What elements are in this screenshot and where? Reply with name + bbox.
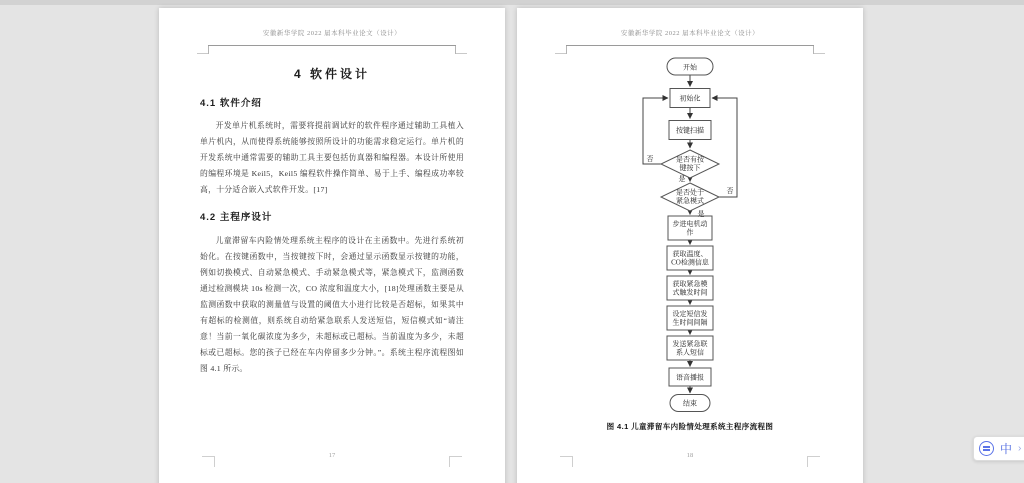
section-heading-4-2: 4.2 主程序设计 (200, 212, 273, 223)
translator-icon[interactable] (979, 441, 994, 456)
label-p3-line2: 式触发时间 (672, 288, 708, 297)
source-language-label[interactable]: 中 (1000, 442, 1013, 456)
page-number: 17 (328, 452, 336, 459)
document-page-17 (159, 8, 505, 483)
label-p4-line2: 生时间间隔 (672, 318, 708, 327)
branch-label-yes-2: 是 (697, 210, 705, 218)
running-header: 安徽新华学院 2022 届本科毕业论文（设计） (620, 30, 760, 37)
label-p2-line2: CO检测信息 (671, 258, 709, 267)
document-page-18 (517, 8, 863, 483)
header-rule (208, 45, 456, 53)
label-p5-line1: 发送紧急联 (672, 340, 708, 348)
label-d2-line1: 是否处于 (676, 188, 704, 197)
label-p2-line1: 获取温度、 (672, 250, 708, 258)
label-d1-line2: 键按下 (679, 164, 701, 172)
label-key-scan: 按键扫描 (676, 126, 704, 135)
label-p1-line2: 作 (686, 228, 694, 237)
main-program-flowchart (540, 50, 840, 418)
page-number: 18 (686, 452, 694, 459)
label-init: 初始化 (679, 94, 701, 103)
arrow-icon: › (1018, 443, 1022, 454)
section-heading-4-1: 4.1 软件介绍 (200, 98, 262, 109)
figure-caption: 图 4.1 儿童滞留车内险情处理系统主程序流程图 (606, 422, 774, 431)
no-loop-right (712, 98, 737, 197)
margin-mark-top-left (197, 53, 208, 54)
section-4-2-paragraph: 儿童滞留车内险情处理系统主程序的设计在主函数中。先进行系统初始化。在按键函数中，当按键按下时，会通过显示函数显示按键的功能，例如切换模式、自动紧急模式、手动紧急模式等，紧急模式下，监测函数通过检测模块 10s 检测一次，CO 浓度和温度大小，[18]处理函数主要是从监测函数中获取的测量值与设置的阈值大小进行比较是否超标，如果其中有超标的检测值，则系统自动给紧急联系人发送短信，短信模式如“请注意！当前一氧化碳浓度为多少，未超标或已超标。当前温度为多少，未超标或已超标。您的孩子已经在车内停留多少分钟。”。系统主程序流程图如图 4.1 所示。 (200, 236, 464, 373)
translate-widget[interactable] (973, 436, 1024, 461)
label-p5-line2: 系人短信 (676, 348, 704, 357)
label-end: 结束 (683, 399, 697, 408)
section-4-1-paragraph: 开发单片机系统时，需要将提前调试好的软件程序通过辅助工具植入单片机内，从而使得系统能够按照所设计的功能需求稳定运行。单片机的开发系统中通常需要的辅助工具主要包括仿真器和编程器。本设计所使用的编程环境是 Keil5，Keil5 编程软件操作简单、易于上手、编程成功率较高，十分适合嵌入式软件开发。[17] (200, 121, 464, 194)
label-voice: 语音播报 (676, 373, 704, 382)
margin-mark-top-right (456, 53, 467, 54)
label-d1-line1: 是否有按 (676, 155, 704, 164)
label-p1-line1: 步进电机动 (672, 220, 708, 228)
label-d2-line2: 紧急模式 (676, 197, 704, 205)
branch-label-no-right: 否 (726, 187, 734, 195)
chapter-title: 4 软件设计 (293, 67, 370, 81)
branch-label-no-left: 否 (646, 155, 654, 163)
running-header: 安徽新华学院 2022 届本科毕业论文（设计） (262, 30, 402, 37)
label-p4-line1: 设定短信发 (672, 310, 708, 318)
label-start: 开始 (683, 63, 697, 72)
toolbar-bottom-edge (0, 0, 1024, 5)
label-p3-line1: 获取紧急模 (672, 280, 708, 288)
branch-label-yes-1: 是 (678, 175, 686, 183)
